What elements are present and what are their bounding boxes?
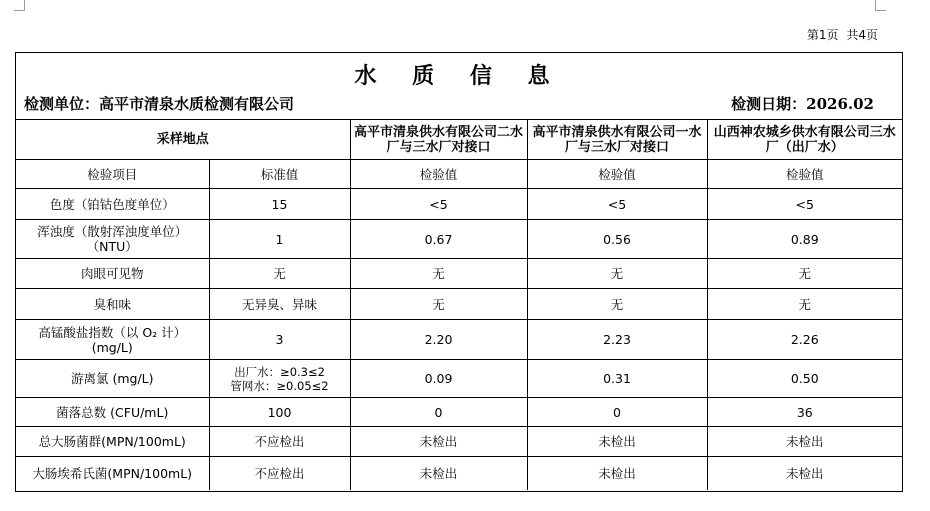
test-value: 0.09 — [350, 360, 527, 398]
test-value: 未检出 — [707, 457, 902, 490]
test-value: 无 — [350, 289, 527, 320]
standard-value: 不应检出 — [209, 427, 350, 457]
item-label: 检验项目 — [16, 160, 209, 189]
site-name-1: 高平市清泉供水有限公司二水厂与三水厂对接口 — [350, 120, 527, 160]
item-name: 总大肠菌群(MPN/100mL) — [16, 427, 209, 457]
standard-value: 1 — [209, 220, 350, 259]
page-total: 共4页 — [846, 28, 878, 42]
test-value: 0.50 — [707, 360, 902, 398]
test-value: 2.26 — [707, 320, 902, 360]
standard-line-network: 管网水：≥0.05≤2 — [230, 378, 329, 393]
testing-date: 检测日期：2026.02 — [731, 95, 874, 113]
location-label: 采样地点 — [16, 120, 350, 160]
test-value: 未检出 — [527, 457, 707, 490]
test-value: 无 — [350, 259, 527, 289]
page-indicator — [803, 26, 878, 43]
site-name-2: 高平市清泉供水有限公司一水厂与三水厂对接口 — [527, 120, 707, 160]
page-current: 第1页 — [806, 28, 839, 42]
test-value: 0.67 — [350, 220, 527, 259]
test-value: 未检出 — [707, 427, 902, 457]
test-value: 2.23 — [527, 320, 707, 360]
table-row — [16, 398, 902, 427]
header-row-columns — [16, 160, 902, 189]
value-label-1: 检验值 — [350, 160, 527, 189]
water-quality-table — [16, 119, 902, 490]
item-name: 色度（铂钴色度单位） — [16, 189, 209, 220]
page-corner-mark-left — [14, 0, 25, 11]
test-value: 0.56 — [527, 220, 707, 259]
test-value: 无 — [707, 259, 902, 289]
document-title: 水 质 信 息 — [354, 63, 564, 89]
test-value: 0.89 — [707, 220, 902, 259]
table-row — [16, 289, 902, 320]
table-row — [16, 259, 902, 289]
value-label-3: 检验值 — [707, 160, 902, 189]
site-name-3: 山西神农城乡供水有限公司三水厂（出厂水） — [707, 120, 902, 160]
item-name: 大肠埃希氏菌(MPN/100mL) — [16, 457, 209, 490]
test-value: <5 — [527, 189, 707, 220]
standard-value — [209, 360, 350, 398]
standard-line-outlet: 出厂水：≥0.3≤2 — [234, 364, 325, 379]
test-value: 未检出 — [350, 427, 527, 457]
test-value: 未检出 — [350, 457, 527, 490]
test-value: <5 — [350, 189, 527, 220]
test-value: 2.20 — [350, 320, 527, 360]
test-value: 0.31 — [527, 360, 707, 398]
item-name: 高锰酸盐指数（以 O₂ 计）(mg/L) — [16, 320, 209, 360]
item-name: 游离氯 (mg/L) — [16, 360, 209, 398]
value-label-2: 检验值 — [527, 160, 707, 189]
item-name: 浑浊度（散射浑浊度单位）（NTU） — [16, 220, 209, 259]
test-value: 无 — [707, 289, 902, 320]
table-row — [16, 457, 902, 490]
table-row — [16, 427, 902, 457]
test-value: 无 — [527, 289, 707, 320]
test-value: <5 — [707, 189, 902, 220]
table-row — [16, 320, 902, 360]
standard-value: 100 — [209, 398, 350, 427]
test-value: 0 — [350, 398, 527, 427]
standard-label: 标准值 — [209, 160, 350, 189]
test-value: 无 — [527, 259, 707, 289]
standard-value: 无 — [209, 259, 350, 289]
testing-unit: 检测单位：高平市清泉水质检测有限公司 — [24, 95, 295, 113]
test-value: 未检出 — [527, 427, 707, 457]
table-row — [16, 220, 902, 259]
item-name: 菌落总数 (CFU/mL) — [16, 398, 209, 427]
test-value: 36 — [707, 398, 902, 427]
table-row — [16, 189, 902, 220]
item-name: 肉眼可见物 — [16, 259, 209, 289]
standard-value: 15 — [209, 189, 350, 220]
item-name: 臭和味 — [16, 289, 209, 320]
page-corner-mark-right — [875, 0, 886, 11]
test-value: 0 — [527, 398, 707, 427]
standard-value: 无异臭、异味 — [209, 289, 350, 320]
standard-value: 3 — [209, 320, 350, 360]
standard-value: 不应检出 — [209, 457, 350, 490]
table-row — [16, 360, 902, 398]
document-frame — [15, 52, 903, 492]
header-row-sites — [16, 120, 902, 160]
